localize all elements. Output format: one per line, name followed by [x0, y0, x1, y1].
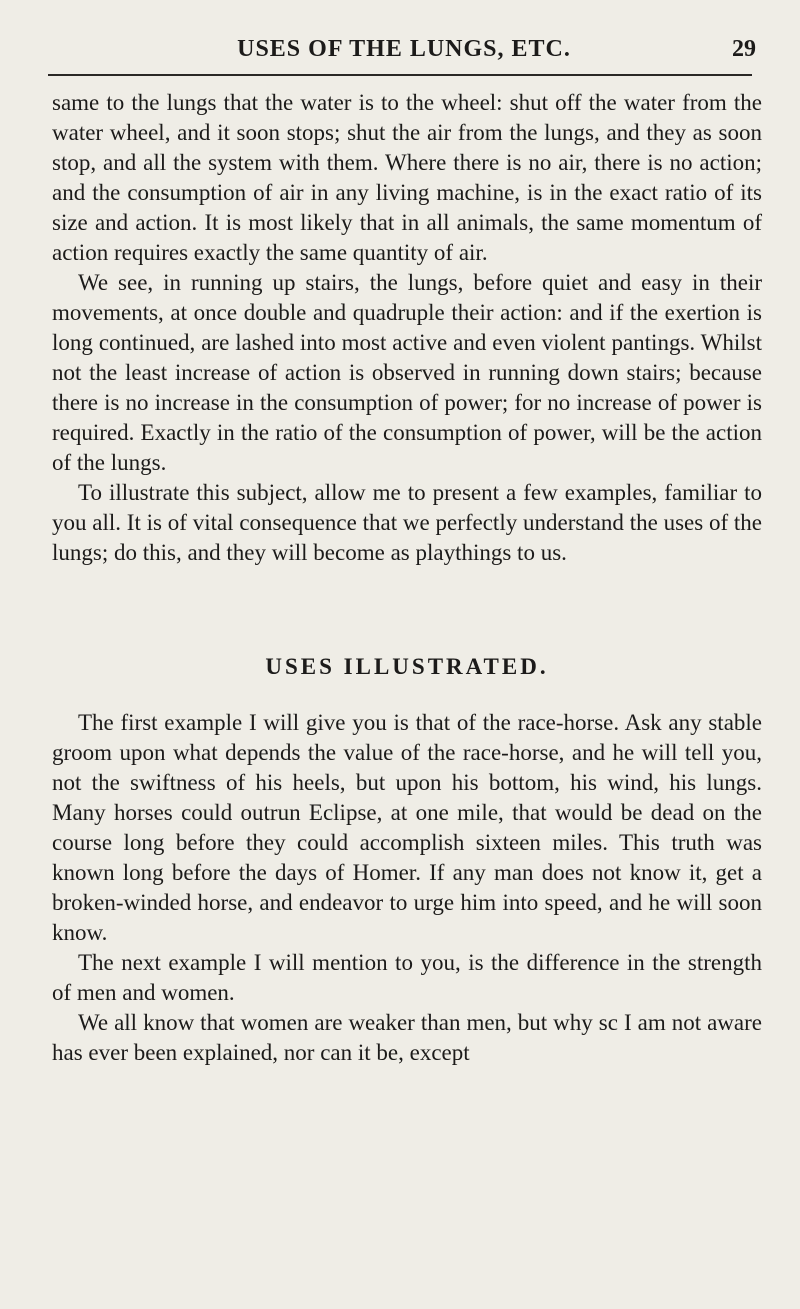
paragraph: We all know that women are weaker than men, but why sc I am not aware has ever been explained, nor can it be, except [52, 1010, 762, 1065]
paragraph: To illustrate this subject, allow me to present a few examples, familiar to you all. It is of vital consequence that we perfectly understand the uses of the lungs; do this, and they will become as playthings to us. [52, 480, 762, 565]
page-number: 29 [732, 36, 756, 62]
section-heading: USES ILLUSTRATED. [265, 654, 549, 679]
body-text-top [52, 88, 762, 568]
running-head [52, 36, 756, 72]
paragraph: The first example I will give you is that of the race-horse. Ask any stable groom upon what depends the value of the race-horse, and he will tell you, not the swiftness of his heels, but upon his bottom, his wind, his lungs. Many horses could outrun Eclipse, at one mile, that would be dead on the course long before they could accomplish sixteen miles. This truth was known long before the days of Homer. If any man does not know it, get a broken-winded horse, and endeavor to urge him into speed, and he will soon know. [52, 710, 762, 945]
header-rule [48, 74, 752, 76]
paragraph: same to the lungs that the water is to the wheel: shut off the water from the water wheel, and it soon stops; shut the air from the lungs, and they as soon stop, and all the system with them. Where there is no air, there is no action; and the consumption of air in any living machine, is in the exact ratio of its size and action. It is most likely that in all animals, the same momentum of action requires exactly the same quantity of air. [52, 90, 762, 265]
paragraph: The next example I will mention to you, is the difference in the strength of men and women. [52, 950, 762, 1005]
running-head-title: USES OF THE LUNGS, ETC. [237, 36, 571, 62]
paragraph: We see, in running up stairs, the lungs, before quiet and easy in their movements, at once double and quadruple their action: and if the exertion is long continued, are lashed into most active and even violent pantings. Whilst not the least increase of action is observed in running down stairs; because there is no increase in the consumption of power; for no increase of power is required. Exactly in the ratio of the consumption of power, will be the action of the lungs. [52, 270, 762, 475]
body-text-bottom [52, 708, 762, 1068]
